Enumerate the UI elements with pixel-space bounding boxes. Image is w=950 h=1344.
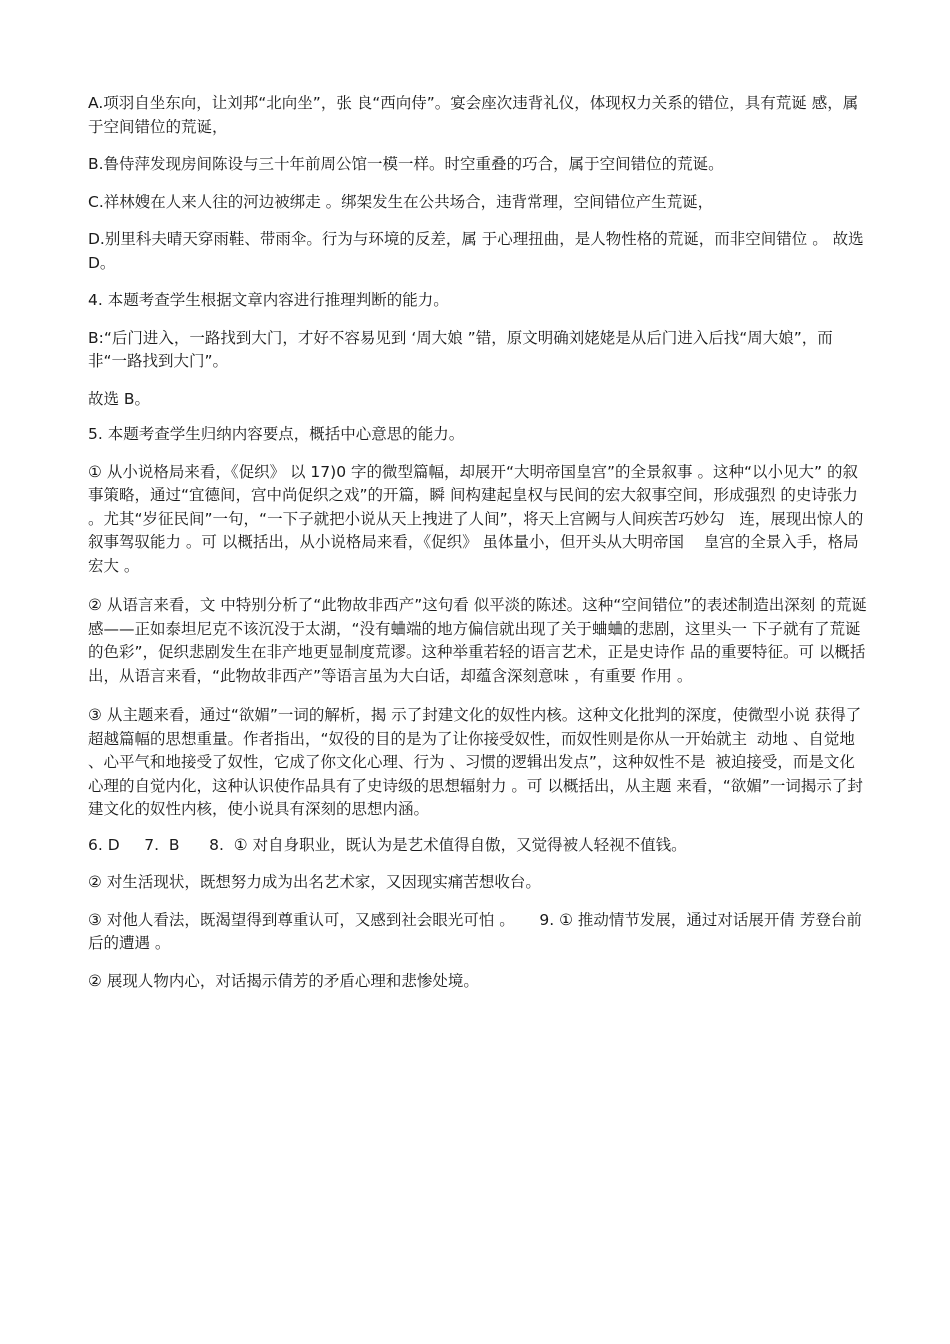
question-5-point-1: ① 从小说格局来看，《促织》 以 17)0 字的微型篇幅，却展开“大明帝国皇宫”的全景叙事 。这种“以小见大” 的叙事策略，通过“宜德间，宫中尚促织之戏”的开篇，瞬 间构建起皇权与民间的宏大叙事空间，形成强烈 的史诗张力 。尤其“岁征民间”一句，“一下子就把小说从天上拽进了人间”，将天上宫阙与人间疾苦巧妙勾 连，展现出惊人的叙事驾驭能力 。可 以概括出，从小说格局来看，《促织》 虽体量小，但开头从大明帝国 皇宫的全景入手，格局宏大 。 <box>88 462 864 575</box>
answer-9-point-2: ② 展现人物内心，对话揭示倩芳的矛盾心理和悲惨处境。 <box>88 971 479 990</box>
question-4-heading: 4. 本题考查学生根据文章内容进行推理判断的能力。 <box>88 291 449 309</box>
answer-8-point-2: ② 对生活现状，既想努力成为出名艺术家，又因现实痛苦想收台。 <box>88 873 541 891</box>
question-5-point-3: ③ 从主题来看，通过“欲媚”一词的解析，揭 示了封建文化的奴性内核。这种文化批判的深度，使微型小说 获得了超越篇幅的思想重量。作者指出，“奴役的目的是为了让你接受奴性，而奴性则是你从一开始就主 动地 、自觉地 、心平气和地接受了奴性，它成了你文化心理、行为 、习惯的逻辑出发点”，这种奴性不是 被迫接受，而是文化 心理的自觉内化，这种认识使作品具有了史诗级的思想辐射力 。可 以概括出，从主题 来看，“欲媚”一词揭示了封建文化的奴性内核，使小说具有深刻的思想内涵。 <box>88 706 863 818</box>
question-4-explanation: B:“后门进入，一路找到大门，才好不容易见到 ‘周大娘 ”错，原文明确刘姥姥是从后门进入后找“周大娘”，而非“一路找到大门”。 <box>88 328 833 370</box>
answers-6-7-8: 6. D 7. B 8. ① 对自身职业，既认为是艺术值得自傲，又觉得被人轻视不值钱。 <box>88 835 687 854</box>
answer-8-point-3-and-9: ③ 对他人看法，既渴望得到尊重认可，又感到社会眼光可怕 。 9. ① 推动情节发展，通过对话展开倩 芳登台前后的遭遇 。 <box>88 910 862 952</box>
question-4-answer: 故选 B。 <box>88 389 151 408</box>
answer-option-b: B.鲁侍萍发现房间陈设与三十年前周公馆一模一样。时空重叠的巧合，属于空间错位的荒诞。 <box>88 155 724 173</box>
document-page <box>88 92 868 993</box>
answer-option-d: D.别里科夫晴天穿雨鞋、带雨伞。行为与环境的反差，属 于心理扭曲，是人物性格的荒诞，而非空间错位 。 故选 D。 <box>88 230 869 272</box>
question-5-heading: 5. 本题考查学生归纳内容要点，概括中心意思的能力。 <box>88 425 465 443</box>
question-5-point-2: ② 从语言来看，文 中特别分析了“此物故非西产”这句看 似平淡的陈述。这种“空间错位”的表述制造出深刻 的荒诞感——正如泰坦尼克不该沉没于太湖，“没有蛐端的地方偏信就出现了关于蛐蛐的悲剧，这里头一 下子就有了荒诞的色彩”，促织悲剧发生在非产地更显制度荒谬。这种举重若轻的语言艺术，正是史诗作 品的重要特征。可 以概括出，从语言来看，“此物故非西产”等语言虽为大白话，却蕴含深刻意味 ，有重要 作用 。 <box>88 596 867 685</box>
answer-option-c: C.祥林嫂在人来人往的河边被绑走 。绑架发生在公共场合，违背常理，空间错位产生荒诞， <box>88 192 714 211</box>
answer-option-a: A.项羽自坐东向，让刘邦“北向坐”，张 良“西向侍”。宴会座次违背礼仪，体现权力关系的错位，具有荒诞 感，属 于空间错位的荒诞， <box>88 94 864 136</box>
